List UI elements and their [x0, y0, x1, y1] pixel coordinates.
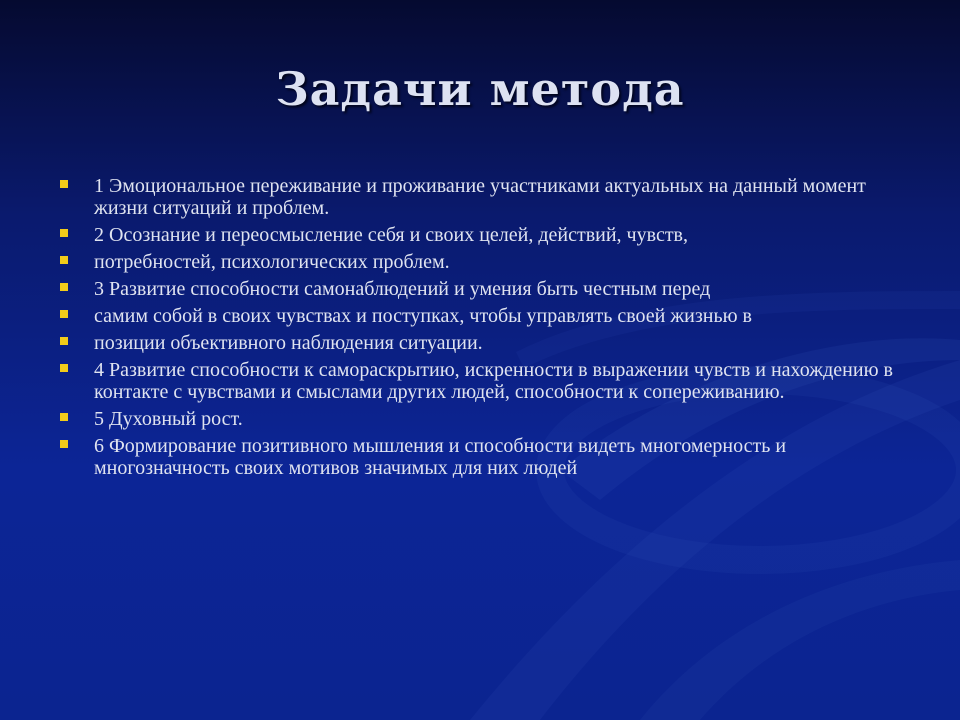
bullet-item	[58, 175, 908, 219]
square-bullet-icon	[60, 283, 68, 291]
bullet-text: 2 Осознание и переосмысление себя и своих целей, действий, чувств,	[94, 224, 689, 246]
square-bullet-icon	[60, 413, 68, 421]
bullet-item	[58, 278, 908, 300]
bullet-text: потребностей, психологических проблем.	[94, 251, 450, 273]
square-bullet-icon	[60, 440, 68, 448]
bullet-item	[58, 305, 908, 327]
bullet-text: 3 Развитие способности самонаблюдений и умения быть честным перед	[94, 278, 711, 300]
bullet-item	[58, 408, 908, 430]
bullet-text: позиции объективного наблюдения ситуации.	[94, 332, 483, 354]
square-bullet-icon	[60, 337, 68, 345]
bullet-item	[58, 359, 908, 403]
bullet-item	[58, 435, 908, 479]
square-bullet-icon	[60, 229, 68, 237]
bullet-text: 4 Развитие способности к самораскрытию, искренности в выражении чувств и нахождению в контакте с чувствами и смыслами других людей, способности к сопереживанию.	[94, 359, 893, 403]
square-bullet-icon	[60, 310, 68, 318]
square-bullet-icon	[60, 180, 68, 188]
bullet-text: 5 Духовный рост.	[94, 408, 243, 430]
square-bullet-icon	[60, 256, 68, 264]
bullet-list	[58, 175, 908, 484]
slide-title: Задачи метода	[275, 62, 685, 116]
bullet-item	[58, 251, 908, 273]
bullet-item	[58, 332, 908, 354]
square-bullet-icon	[60, 364, 68, 372]
bullet-text: 1 Эмоциональное переживание и проживание участниками актуальных на данный момент жизни ситуаций и проблем.	[94, 175, 866, 219]
bullet-item	[58, 224, 908, 246]
bullet-text: самим собой в своих чувствах и поступках, чтобы управлять своей жизнью в	[94, 305, 752, 327]
bullet-text: 6 Формирование позитивного мышления и способности видеть многомерность и многозначность своих мотивов значимых для них людей	[94, 435, 787, 479]
